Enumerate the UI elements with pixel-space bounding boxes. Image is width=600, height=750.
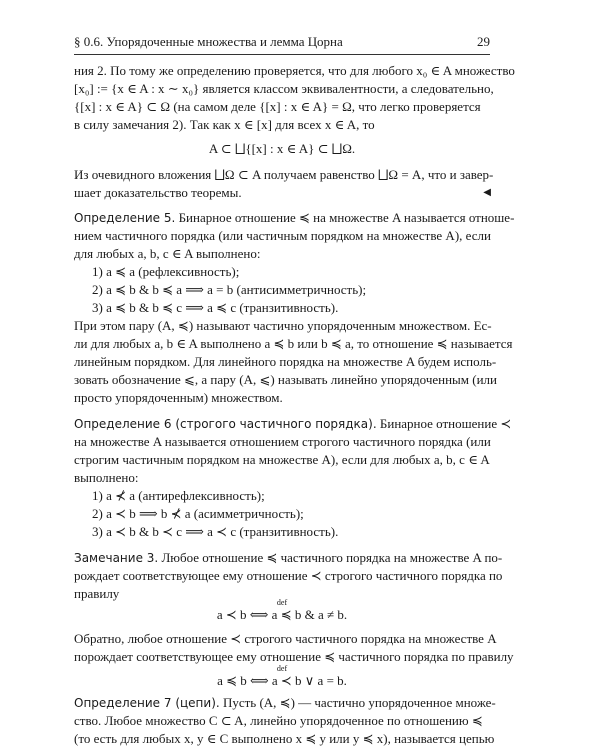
definition-heading: Определение 5.	[74, 211, 176, 225]
header-rule	[74, 54, 490, 55]
text-line: рождает соответствующее ему отношение ≺ строгого частичного порядка по	[74, 568, 503, 583]
list-item: 1) a ⊀ a (антирефлексивность);	[92, 488, 265, 503]
list-item: 2) a ≺ b ⟹ b ⊀ a (асимметричность);	[92, 506, 304, 521]
text-line: просто упорядоченным) множеством.	[74, 390, 283, 405]
list-item: 1) a ≼ a (рефлексивность);	[92, 264, 240, 279]
text-line: Обратно, любое отношение ≺ строгого частичного порядка на множестве A	[74, 631, 497, 646]
text-line: При этом пару (A, ≼) называют частично упорядоченным множеством. Ес-	[74, 318, 492, 333]
text-line: в силу замечания 2). Так как x ∈ [x] для всех x ∈ A, то	[74, 117, 375, 132]
text-line: ство. Любое множество C ⊂ A, линейно упорядоченное по отношению ≼	[74, 713, 483, 728]
text-line: линейным порядком. Для линейного порядка на множестве A будем исполь-	[74, 354, 497, 369]
text-line: зовать обозначение ⩽, а пару (A, ⩽) называть линейно упорядоченным (или	[74, 372, 497, 387]
text-line: строгим частичным порядком на множестве A), если для любых a, b, c ∈ A	[74, 452, 490, 467]
display-formula: a ≼ b ⟺ a ≺ b ∨ a = b.	[217, 673, 347, 688]
display-formula: A ⊂ ⨆{[x] : x ∈ A} ⊂ ⨆Ω.	[208, 141, 356, 156]
text-line: Любое отношение ≼ частичного порядка на множестве A по-	[161, 550, 503, 565]
def-over-label: def	[276, 664, 288, 673]
text-line: (то есть для любых x, y ∈ C выполнено x ≼ y или y ≼ x), называется цепью	[74, 731, 495, 746]
list-item: 2) a ≼ b & b ≼ a ⟹ a = b (антисимметричность);	[92, 282, 367, 297]
running-header	[74, 33, 490, 53]
text-line: порождает соответствующее ему отношение ≼ частичного порядка по правилу	[74, 649, 514, 664]
text-line: ния 2. По тому же определению проверяется, что для любого x₀ ∈ A множество	[74, 63, 515, 78]
text-line: правилу	[74, 586, 120, 601]
text-line: [x₀] := {x ∈ A : x ∼ x₀} является классом эквивалентности, а следовательно,	[74, 81, 494, 96]
text-line: Из очевидного вложения ⨆Ω ⊂ A получаем равенство ⨆Ω = A, что и завер-	[74, 167, 494, 182]
remark-3-first-line	[74, 549, 503, 567]
definition-6-first-line	[74, 415, 512, 433]
text-line: Бинарное отношение ≺	[379, 416, 512, 431]
section-title: § 0.6. Упорядоченные множества и лемма Цорна	[74, 34, 343, 49]
definition-heading: Определение 7 (цепи).	[74, 696, 220, 710]
text-line: выполнено:	[74, 470, 139, 485]
text-line: на множестве A называется отношением строгого частичного порядка (или	[74, 434, 491, 449]
remark-heading: Замечание 3.	[74, 551, 159, 565]
display-formula: a ≺ b ⟺ a ≼ b & a ≠ b.	[216, 607, 348, 622]
list-item: 3) a ≺ b & b ≺ c ⟹ a ≺ c (транзитивность).	[92, 524, 339, 539]
text-line: {[x] : x ∈ A} ⊂ Ω (на самом деле {[x] : x ∈ A} = Ω, что легко проверяется	[74, 99, 481, 114]
text-line: для любых a, b, c ∈ A выполнено:	[74, 246, 261, 261]
def-over-label: def	[276, 598, 288, 607]
list-item: 3) a ≼ b & b ≼ c ⟹ a ≼ c (транзитивность).	[92, 300, 339, 315]
text-line: нием частичного порядка (или частичным порядком на множестве A), если	[74, 228, 491, 243]
text-line: ли для любых a, b ∈ A выполнено a ≼ b или b ≼ a, то отношение ≼ называется	[74, 336, 513, 351]
definition-heading: Определение 6 (строгого частичного порядка).	[74, 417, 377, 431]
text-line: Бинарное отношение ≼ на множестве A называется отноше-	[178, 210, 515, 225]
page-number: 29	[477, 34, 490, 49]
end-of-proof-mark: ◀	[483, 187, 491, 198]
definition-5-first-line	[74, 209, 515, 227]
definition-7-first-line	[74, 694, 496, 712]
text-line: шает доказательство теоремы.	[74, 185, 242, 200]
text-line: Пусть (A, ≼) — частично упорядоченное множе-	[222, 695, 496, 710]
